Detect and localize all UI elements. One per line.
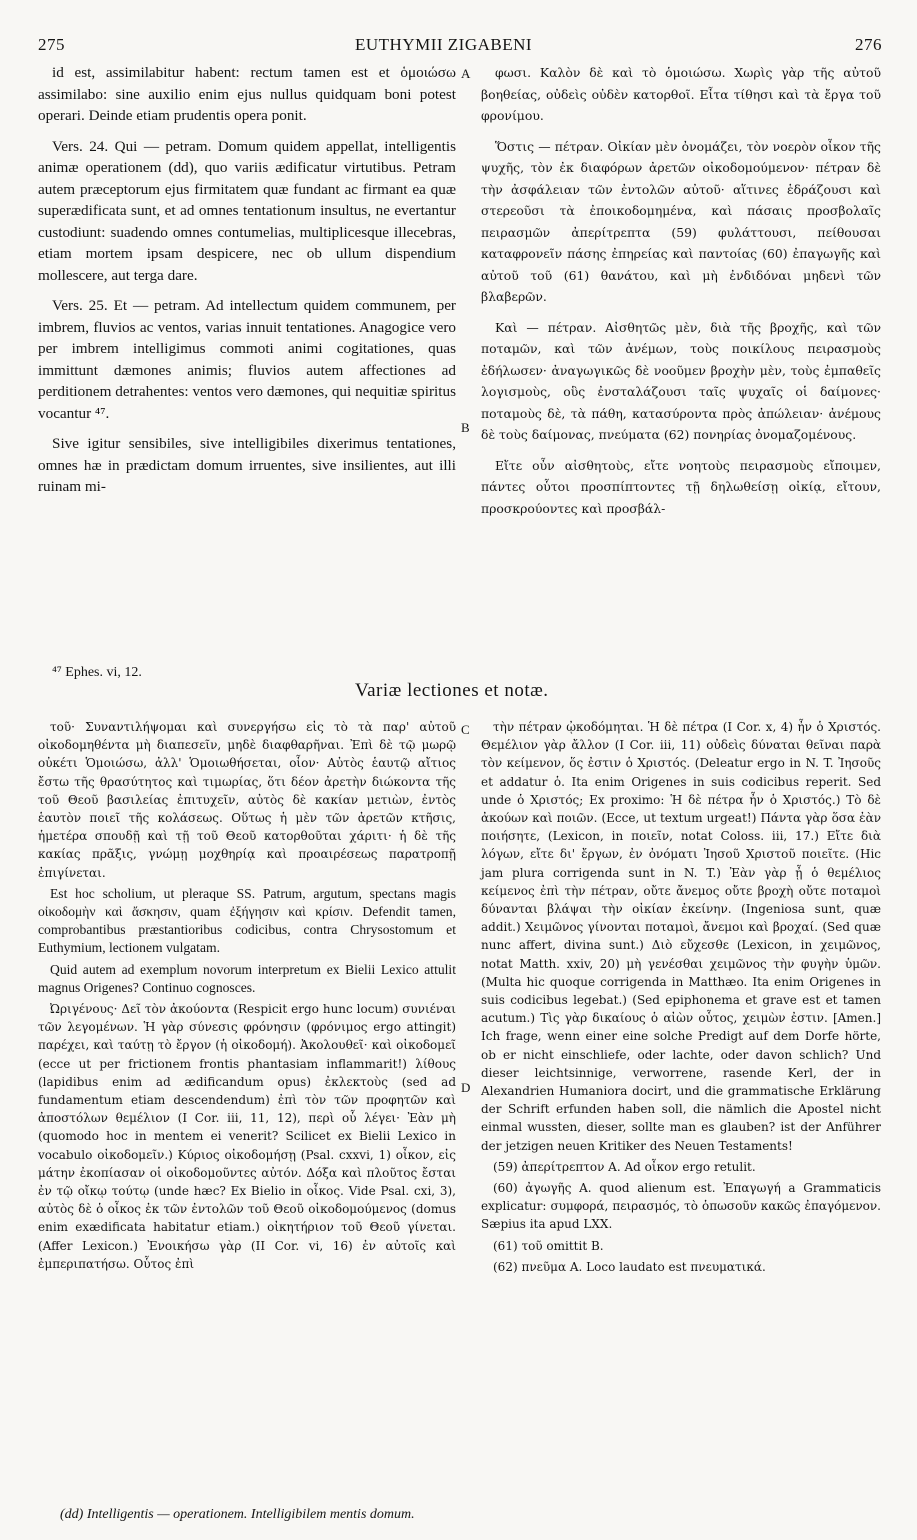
latin-column [38,62,456,507]
note-paragraph: τοῦ· Συναντιλήψομαι καὶ συνεργήσω εἰς τὸ τὰ παρ' αὐτοῦ οἰκοδομηθέντα μὴ διαπεσεῖν, μηδὲ διαφθαρῆναι. Ἐπὶ δὲ τῷ μωρῷ οὐκέτι Ὁμοιώσω, ἀλλ' Ὁμοιωθήσεται, οἷον· Αὐτὸς ἑαυτῷ αἴτιος ἔστω τῆς θρασύτητος καὶ τιμωρίας, ὅτι δέον ἀρετὴν διώκοντα τῆς τοῦ Θεοῦ βασιλείας ἐπιτυχεῖν, αὐτὸς δὲ κακίαν μετιὼν, ἐντὸς ἑαυτὸν ποιεῖ τῆς κολάσεως. Οὕτως ἡ μὲν τῶν ἀρετῶν κτῆσις, ἡμετέρα σπουδῇ καὶ τῇ τοῦ Θεοῦ κατορθοῦται χάριτι· ἡ δὲ τῆς κακίας πρᾶξις, γνώμῃ μοχθηρίᾳ καὶ προαιρέσεως παρατροπῇ ἐπιγίνεται. [38,720,456,880]
notes-right-column [481,718,881,1279]
bottom-note: (dd) Intelligentis — operationem. Intelligibilem mentis domum. [60,1507,415,1522]
running-title: EUTHYMII ZIGABENI [355,35,533,54]
note-paragraph: (61) τοῦ omittit B. [493,1238,604,1253]
latin-paragraph: Sive igitur sensibiles, sive intelligibiles dixerimus tentationes, omnes hæ in prædictam domum irruentes, sive insilientes, aut illi ruinam mi- [38,435,456,495]
page-number-right: 276 [855,35,882,54]
latin-paragraph: Vers. 24. Qui — petram. Domum quidem appellat, intelligentis animæ operationem (dd), quo variis ædificatur virtutibus. Petram autem præceptorum ejus firmitatem quæ fundant ac firmant ea quæ superædificata sunt, et ad omnes tentationum insultus, ne evertantur custodiunt: suadendo omnes contumelias, multiplicesque illecebras, etiam mortem ipsam despicere, nec ob ullum dispendium mollescere, aut terga dare. [38,137,456,284]
notes-left-column [38,718,456,1276]
note-paragraph: (59) ἀπερίτρεπτον A. Ad οἶκον ergo retulit. [493,1159,756,1174]
latin-paragraph: Vers. 25. Et — petram. Ad intellectum quidem communem, per imbrem, fluvios ac ventos, varias innuit tentationes. Anagogice vero per imbrem intelligimus commoti animi cogitationes, quas immittunt dæmones animis; fluvios autem affectiones ad perditionem detrahentes: ventos vero dæmones, qui nequitiæ spiritus vocantur ⁴⁷. [38,297,456,422]
note-paragraph: Est hoc scholium, ut pleraque SS. Patrum, argutum, spectans magis οἰκοδομὴν καὶ ἄσκησιν, quam ἐξήγησιν καὶ κρίσιν. Defendit tamen, comprobantibus præstantioribus codicibus, contra Chrysostomum et Euthymium, lectionem vulgatam. [38,885,456,956]
note-paragraph: τὴν πέτραν ᾠκοδόμηται. Ἡ δὲ πέτρα (I Cor. x, 4) ἦν ὁ Χριστός. Θεμέλιον γὰρ ἄλλον (I Cor. iii, 11) οὐδεὶς δύναται θεῖναι παρὰ τὸν κείμενον, ὅς ἐστιν ὁ Χριστός. (Deleatur ergo in N. T. Ἰησοῦς et addatur ὁ. Ita enim Origenes in suis codicibus reperit. Sed unde ὁ Χριστός; Ex proximo: Ἡ δὲ πέτρα ἦν ὁ Χριστός.) Τὸ δὲ ἀκούων καὶ ποιῶν. (Ecce, ut textum urgeat!) Πάντα γὰρ ὅσα ἐὰν ποιήσητε, (Lexicon, in ποιεῖν, notat Coloss. iii, 17.) Εἴτε διὰ λόγων, εἴτε δι' ἔργων, ἐν ὀνόματι Ἰησοῦ Χριστοῦ ποιεῖτε. (Hic jam plura corrigenda sunt in N. T.) Ἐὰν γὰρ ᾖ ὁ θεμέλιος κείμενος ἐπὶ τὴν πέτραν, οὔτε ἄνεμος οὔτε βροχὴ οὔτε ποταμοὶ δύνανται βλάψαι τὴν οἰκίαν ἐκείνην. (Ingeniosa sunt, quæ addit.) Χειμῶνος γίνονται ποταμοὶ, ἄνεμοι καὶ βροχαί. (Sed quæ nunc affert, divina sunt.) Διὸ εὔχεσθε (Lexicon, in χειμῶνος, notat Matth. xxiv, 20) μὴ γενέσθαι χειμῶνος τὴν φυγὴν ὑμῶν. (Multa hic quoque corrigenda in Matthæo. Ita enim Origenes in suis codicibus legebat.) (Sed epiphonema et grave est et tamen acutum.) Τὶς γὰρ δικαίους ὁ αἰὼν οὗτος, χειμὼν ἐστιν. [Amen.] Ich frage, wenn einer eine solche Predigt auf dem Dorfe hörte, ob er nicht einschliefe, oder lachte, oder davon schlich? Und dieser leichtsinnige, verworrene, rasende Kerl, der in Alexandrien Humaniora docirt, und die grammatische Erklärung der Schrift erfunden haben soll, die nämlich die Apostel nicht einmal wussten, dieser, sollte man es glauben? ist der Anführer der jetzigen neuen Kritiker des Neuen Testaments! [481,720,881,1153]
greek-paragraph: Καὶ — πέτραν. Αἰσθητῶς μὲν, διὰ τῆς βροχῆς, καὶ τῶν ποταμῶν, καὶ τῶν ἀνέμων, τοὺς ποικίλους πειρασμοὺς ἐδήλωσεν· ἀναγωγικῶς δὲ νοοῦμεν βροχὴν μὲν, τοὺς ἐμπαθεῖς λογισμοὺς, οὓς ἐνσταλάζουσι ταῖς ψυχαῖς οἱ δαίμονες· ποταμοὺς δὲ, τὰ πάθη, κατασύροντα πρὸς ἀπώλειαν· ἀνέμους δὲ τοὺς δαίμονας, πνεύματα (62) πονηρίας ὀνομαζομένους. [481,319,881,442]
greek-paragraph: Εἴτε οὖν αἰσθητοὺς, εἴτε νοητοὺς πειρασμοὺς εἴποιμεν, πάντες οὗτοι προσπίπτοντες τῇ δηλωθείσῃ οἰκίᾳ, εἴτουν, προσκρούοντες καὶ προσβάλ- [481,457,881,516]
note-paragraph: (62) πνεῦμα A. Loco laudato est πνευματικά. [493,1259,766,1274]
margin-letter-b: B [461,420,470,435]
note-paragraph: Quid autem ad exemplum novorum interpretum ex Bielii Lexico attulit magnus Origenes? Continuo cognosces. [38,961,456,995]
variae-lectiones-title: Variæ lectiones et notæ. [355,680,549,701]
footnote: ⁴⁷ Ephes. vi, 12. [52,665,142,680]
margin-letter-a: A [461,66,471,81]
margin-letter-d: D [461,1080,471,1095]
greek-column [481,62,881,528]
note-paragraph: (60) ἀγωγῆς A. quod alienum est. Ἐπαγωγή a Grammaticis explicatur: συμφορά, πειρασμός, τὸ ὁπωσοῦν κακῶς ἐπαγόμενον. Sæpius ita apud LXX. [481,1181,881,1232]
note-paragraph: Ὠριγένους· Δεῖ τὸν ἀκούοντα (Respicit ergo hunc locum) συνιέναι τῶν λεγομένων. Ἡ γὰρ σύνεσις φρόνησιν (φρόνιμος ergo attingit) παρέχει, καὶ ταύτῃ τὸ ἔργον (ἡ οἰκοδομή). Ἀκολουθεῖ· καὶ οἰκοδομεῖ (ecce ut per frictionem frontis phantasiam inflammarit!) λίθους (lapidibus enim ad ædificandum opus) ἐκλεκτοὺς (sed ad fundamentum etiam descendendum) ἐπὶ τὸν τῶν προφητῶν καὶ ἀποστόλων θεμέλιον (I Cor. iii, 11, 12), περὶ οὗ λέγει· Ἐὰν μὴ (quomodo hoc in mentem ei venerit? Scilicet ex Bielii Lexico in vocabulo οἰκοδομεῖν.) Κύριος οἰκοδομήσῃ (Psal. cxxvi, 1) οἶκον, εἰς μάτην ἐκοπίασαν οἱ οἰκοδομοῦντες αὐτόν. Δόξα καὶ πλοῦτος ἔσται ἐν τῷ οἴκῳ τούτῳ (unde hæc? Ex Bielio in οἶκος. Vide Psal. cxi, 3), αὐτὸς δὲ ὁ οἶκος ἐκ τῶν ἐντολῶν τοῦ Θεοῦ οἰκοδομούμενος (domus enim exædificata habitatur etiam.) οἰκητήριον τοῦ Θεοῦ γίνεται. (Affer Lexicon.) Ἐνοικήσω γὰρ (II Cor. vi, 16) ἐν αὐτοῖς καὶ ἐμπεριπατήσω. Οὗτος ἐπὶ [38,1002,456,1271]
latin-paragraph: id est, assimilabitur habent: rectum tamen est et ὁμοιώσω assimilabo: sine auxilio enim ejus nullus quidquam boni potest operari. Deinde etiam prudentis opera ponit. [38,64,456,124]
margin-letter-c: C [461,722,470,737]
greek-paragraph: φωσι. Καλὸν δὲ καὶ τὸ ὁμοιώσω. Χωρὶς γὰρ τῆς αὐτοῦ βοηθείας, οὐδεὶς οὐδὲν κατορθοῖ. Εἶτα τίθησι καὶ τὰ ἔργα τοῦ φρονίμου. [481,65,881,123]
greek-paragraph: Ὅστις — πέτραν. Οἰκίαν μὲν ὀνομάζει, τὸν νοερὸν οἶκον τῆς ψυχῆς, τὸν ἐκ διαφόρων ἀρετῶν οἰκοδομούμενον· πέτραν δὲ τὴν ἀσφάλειαν τῶν ἐντολῶν αὐτοῦ· αἵτινες ἑδράζουσι καὶ στερεοῦσι τὰ ἐποικοδομημένα, καὶ πάσαις προσβολαῖς πειρασμῶν ἀπερίτρεπτα (59) φυλάττουσι, πείθουσαι καταφρονεῖν πάσης ἐπηρείας καὶ παντοίας (60) ἐπαγωγῆς καὶ αὐτοῦ τοῦ (61) θανάτου, καὶ μὴ ἐνδιδόναι μηδενὶ τῶν βλαβερῶν. [481,138,881,304]
page-number-left: 275 [38,35,65,54]
